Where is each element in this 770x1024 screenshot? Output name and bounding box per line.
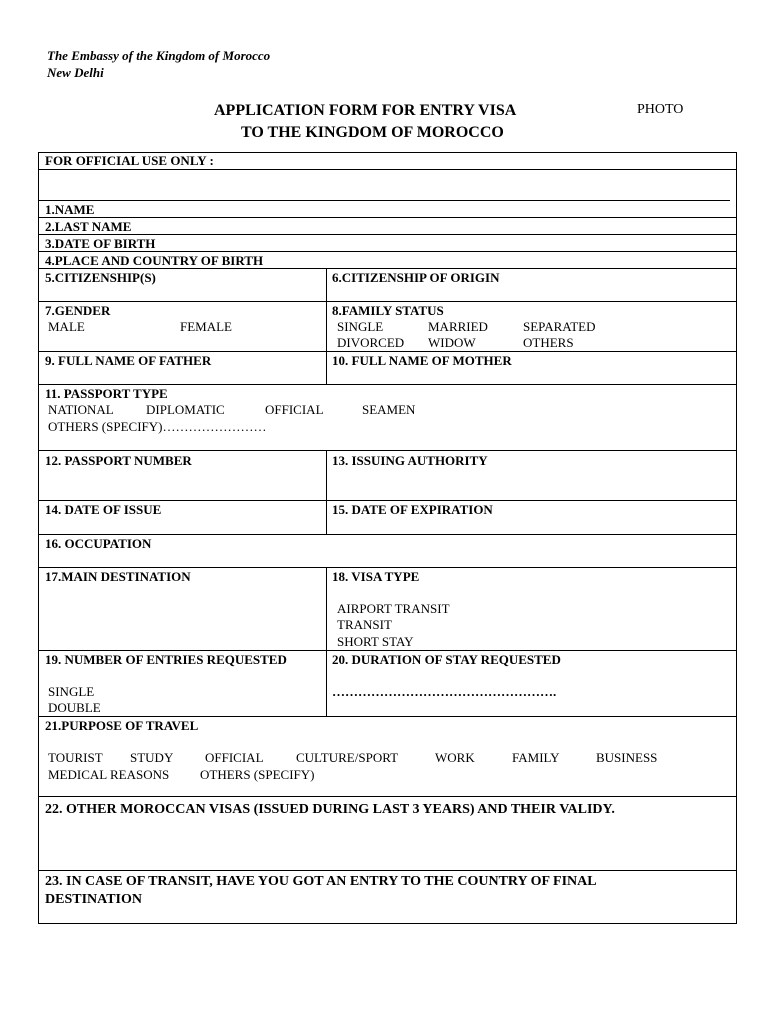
occupation-label: 16. OCCUPATION xyxy=(45,536,152,551)
place-birth-label: 4.PLACE AND COUNTRY OF BIRTH xyxy=(45,253,264,268)
divider xyxy=(39,500,736,501)
gender-label: 7.GENDER xyxy=(45,303,111,318)
last-name-label: 2.LAST NAME xyxy=(45,219,132,234)
divider xyxy=(39,301,736,302)
column-divider xyxy=(326,268,327,301)
transit-entry-label-line1: 23. IN CASE OF TRANSIT, HAVE YOU GOT AN ENTRY TO THE COUNTRY OF FINAL xyxy=(45,874,597,889)
issue-date-label: 14. DATE OF ISSUE xyxy=(45,502,162,517)
expiration-date-label: 15. DATE OF EXPIRATION xyxy=(332,502,493,517)
purpose-tourist-option[interactable]: TOURIST xyxy=(48,750,103,765)
purpose-family-option[interactable]: FAMILY xyxy=(512,750,560,765)
issuing-authority-label: 13. ISSUING AUTHORITY xyxy=(332,453,488,468)
form-title-line1: APPLICATION FORM FOR ENTRY VISA xyxy=(214,102,517,119)
visa-transit-option[interactable]: TRANSIT xyxy=(337,617,392,632)
status-widow-option[interactable]: WIDOW xyxy=(428,335,476,350)
status-others-option[interactable]: OTHERS xyxy=(523,335,574,350)
divider xyxy=(39,217,736,218)
divider xyxy=(39,796,736,797)
purpose-medical-option[interactable]: MEDICAL REASONS xyxy=(48,767,170,782)
divider xyxy=(39,650,736,651)
status-single-option[interactable]: SINGLE xyxy=(337,319,384,334)
purpose-business-option[interactable]: BUSINESS xyxy=(596,750,658,765)
purpose-label: 21.PURPOSE OF TRAVEL xyxy=(45,718,199,733)
embassy-city: New Delhi xyxy=(47,65,104,80)
mother-name-label: 10. FULL NAME OF MOTHER xyxy=(332,353,512,368)
visa-application-form xyxy=(38,152,737,924)
purpose-culture-sport-option[interactable]: CULTURE/SPORT xyxy=(296,750,399,765)
official-use-label: FOR OFFICIAL USE ONLY : xyxy=(45,153,214,168)
divider xyxy=(39,169,736,170)
gender-female-option[interactable]: FEMALE xyxy=(180,319,232,334)
divider xyxy=(39,351,736,352)
status-divorced-option[interactable]: DIVORCED xyxy=(337,335,405,350)
photo-label: PHOTO xyxy=(637,102,684,117)
divider xyxy=(39,567,736,568)
passport-national-option[interactable]: NATIONAL xyxy=(48,402,114,417)
citizenship-origin-label: 6.CITIZENSHIP OF ORIGIN xyxy=(332,270,500,285)
purpose-others-option[interactable]: OTHERS (SPECIFY) xyxy=(200,767,315,782)
divider xyxy=(39,716,736,717)
embassy-name: The Embassy of the Kingdom of Morocco xyxy=(47,48,271,63)
status-married-option[interactable]: MARRIED xyxy=(428,319,488,334)
official-use-line xyxy=(39,200,730,201)
divider xyxy=(39,450,736,451)
passport-others-option[interactable]: OTHERS (SPECIFY)…………………… xyxy=(48,419,267,434)
visa-short-stay-option[interactable]: SHORT STAY xyxy=(337,634,414,649)
passport-seamen-option[interactable]: SEAMEN xyxy=(362,402,416,417)
transit-entry-label-line2: DESTINATION xyxy=(45,892,142,907)
divider xyxy=(39,234,736,235)
duration-field[interactable]: ……………………………………………. xyxy=(332,684,557,699)
gender-male-option[interactable]: MALE xyxy=(48,319,85,334)
visa-airport-transit-option[interactable]: AIRPORT TRANSIT xyxy=(337,601,450,616)
column-divider xyxy=(326,567,327,717)
passport-official-option[interactable]: OFFICIAL xyxy=(265,402,324,417)
passport-number-label: 12. PASSPORT NUMBER xyxy=(45,453,192,468)
passport-diplomatic-option[interactable]: DIPLOMATIC xyxy=(146,402,225,417)
passport-type-label: 11. PASSPORT TYPE xyxy=(45,386,168,401)
divider xyxy=(39,384,736,385)
column-divider xyxy=(326,450,327,534)
entries-double-option[interactable]: DOUBLE xyxy=(48,700,101,715)
divider xyxy=(39,870,736,871)
column-divider xyxy=(326,301,327,384)
duration-label: 20. DURATION OF STAY REQUESTED xyxy=(332,652,561,667)
purpose-study-option[interactable]: STUDY xyxy=(130,750,174,765)
citizenship-label: 5.CITIZENSHIP(S) xyxy=(45,270,156,285)
family-status-label: 8.FAMILY STATUS xyxy=(332,303,444,318)
form-title-line2: TO THE KINGDOM OF MOROCCO xyxy=(241,124,504,141)
purpose-official-option[interactable]: OFFICIAL xyxy=(205,750,264,765)
entries-label: 19. NUMBER OF ENTRIES REQUESTED xyxy=(45,652,287,667)
name-label: 1.NAME xyxy=(45,202,95,217)
status-separated-option[interactable]: SEPARATED xyxy=(523,319,596,334)
dob-label: 3.DATE OF BIRTH xyxy=(45,236,156,251)
visa-type-label: 18. VISA TYPE xyxy=(332,569,420,584)
divider xyxy=(39,534,736,535)
entries-single-option[interactable]: SINGLE xyxy=(48,684,95,699)
main-destination-label: 17.MAIN DESTINATION xyxy=(45,569,191,584)
other-visas-label: 22. OTHER MOROCCAN VISAS (ISSUED DURING LAST 3 YEARS) AND THEIR VALIDY. xyxy=(45,802,615,817)
purpose-work-option[interactable]: WORK xyxy=(435,750,475,765)
father-name-label: 9. FULL NAME OF FATHER xyxy=(45,353,212,368)
